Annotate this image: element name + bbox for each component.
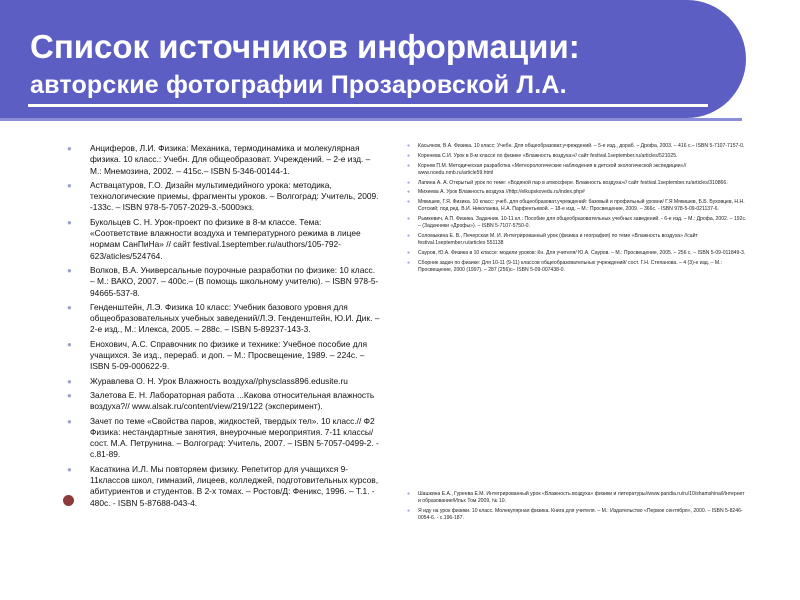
bullet-icon: ● [407,508,411,514]
bullet-icon: ● [407,199,411,206]
list-item [67,463,380,509]
list-item-text: Лапина А. А. Открытый урок по теме: «Водяной пар в атмосфере. Влажность воздуха»// сайт festival.1september.ru/articles/310866. [418,179,728,186]
bullet-icon: ● [67,464,72,474]
sources-list-left [67,143,380,512]
bullet-icon: ● [67,144,72,153]
list-item [67,143,380,177]
list-item-text: Аствацатуров, Г.О. Дизайн мультимедийного урока: методика, технологические приемы, фрагменты уроков. – Волгоград: Учитель, 2009. -133с. – ISBN 978-5-7057-2029-3.-5000экз. [90,179,379,213]
list-item-text: Михеева А. Урок Влажность воздуха //http://elkupskovedu.ru/index.php# [418,189,585,196]
list-item [407,216,748,230]
bullet-icon: ● [407,491,411,497]
list-item [407,162,748,177]
bullet-icon: ● [407,179,411,186]
list-item [407,189,748,196]
list-item-text: Я иду на урок физики. 10 класс. Молекулярная физика. Книга для учителя. – М.: Издательство «Первое сентября», 2000. – ISBN 5-8246-0054-6. - с.196-187. [418,508,743,522]
list-item-text: Генденштейн, Л.Э. Физика 10 класс: Учебник базового уровня для общеобразовательных учебных заведений/Л.Э. Генденштейн, Ю.И. Дик. – 2-е изд., М.: Илекса, 2005. – 288с. – ISBN 5-89237-143-3. [90,301,380,335]
list-item [407,233,748,247]
list-item [407,179,748,187]
slide-title: Список источников информации: [30,28,580,65]
list-item [407,491,748,505]
list-item [407,152,748,160]
bullet-icon: ● [67,180,72,190]
bullet-icon: ● [407,216,411,223]
list-item [67,179,380,214]
list-item-text: Касьянов, В.А. Физика. 10 класс: Учебн. Для общеобразоват.учреждений. – 5-е изд., дораб. – Дрофа, 2003. – 416 с.– ISBN 5-7107-7157-0. [418,143,745,149]
list-item-text: Касаткина И.Л. Мы повторяем физику. Репетитор для учащихся 9-11классов школ, гимназий, лицеев, колледжей, подготовительных курсов, абитуриентов и студентов. В 2-х томах. – Ростов/Д: Феникс, 1996. – Т.1. - 480с. - ISBN 5-87688-043-4. [90,463,379,508]
title-underline [28,104,708,107]
bullet-icon: ● [407,162,411,169]
list-item-text: Рымкевич, А.П. Физика. Задачник. 10-11 кл.: Пособие для общеобразовательных учебных заведений. - 6-е изд. – М.: Дрофа, 2002. – 192с. – (Задачники «Дрофы»). – ISBN 5-7107-5750-0. [418,216,747,230]
list-item-text: Журавлева О. Н. Урок Влажность воздуха//physclass896.edusite.ru [90,375,348,386]
list-item-text: Мякишев, Г.Я. Физика. 10 класс: учеб. для общеобразоват.учреждений: базовый и профильный уровни/ Г.Я Мякишев, Б.Б. Буховцев, Н.Н. Сотский; под ред. В.И. Николаева, Н.А. Парфентьевой. – 18-е изд. – М.: Просвещение, 2009. – 366с. - ISBN 978-5-09-021137-6. [418,199,745,213]
sources-list-right [407,143,748,277]
title-banner-shadow [0,118,742,121]
list-item-text: Зачет по теме «Свойства паров, жидкостей, твердых тел». 10 класс.// Ф2 Физика: нестандартные занятия, внеурочные мероприятия. 7-11 классы/сост. М.А. Петрунина. – Волгоград: Учитель, 2007. – ISBN 5-7057-0499-2. - с.81-89. [90,415,379,460]
bullet-icon: ● [407,189,411,196]
bullet-icon: ● [67,302,72,312]
bullet-icon: ● [407,259,411,266]
list-item-text: Шашкина Е.А., Гуреева Е.М. Интегрированный урок «Влажность воздуха» физики и литературы//www.pandia.ru/ru/10/shamshina/Интернет и образование/Ильх Том 2009, № 10. [418,491,745,505]
bullet-icon: ● [407,152,411,159]
list-item [67,338,380,373]
list-item [407,508,748,522]
list-item [67,389,380,413]
list-item [67,264,380,299]
list-item-text: Сауров, Ю.А. Физика в 10 классе: модели уроков: Кн. Для учителя/ Ю.А. Сауров. – М.: Просвещение, 2005. – 256 с. – ISBN 5-09-011849-3. [418,250,746,257]
sources-list-right-bottom [407,491,748,525]
list-item [407,259,748,274]
bullet-icon: ● [407,233,411,240]
list-item-text: Волков, В.А. Универсальные поурочные разработки по физике: 10 класс. – М.: ВАКО, 2007. – 400с.– (В помощь школьному учителю). – ISBN 978-5-94665-537-8. [90,264,379,298]
list-item-text: Залетова Е. Н. Лабораторная работа ...Какова относительная влажность воздуха?// www.alsak.ru/content/view/219/122 (эксперимент). [90,389,375,412]
list-item [67,216,380,262]
bullet-icon: ● [67,376,72,386]
list-item-text: Енохович, А.С. Справочник по физике и технике: Учебное пособие для учащихся. 3е изд., перераб. и доп. – М.: Просвещение, 1989. – 224с. – ISBN 5-09-000622-9. [90,338,368,372]
list-item-text: Коренева С.И. Урок в 8-м классе по физике «Влажность воздуха»// сайт festival.1september.ru/articles/521025. [418,152,678,159]
list-item-text: Анциферов, Л.И. Физика: Механика, термодинамика и молекулярная физика. 10 класс.: Учебн. Для общеобразоват. Учреждений. – 2-е изд. – М.: Мнемозина, 2002. – 415с.– ISBN 5-346-00144-1. [90,143,371,176]
list-item [407,143,748,150]
list-item [67,415,380,461]
list-item-text: Корнев П.М. Методическая разработка «Метеорологические наблюдения в детской экологической экспедиции»// www.noedu.nmb.ru/article59.html [418,162,687,176]
list-item-text: Сборник задач по физике: Для 10-11 (9-11) классов общеобразовательных учреждений/ сост. Г.Н. Степанова. – 4 (3)-е изд. – М.: Просвещение, 2000 (1997). – 287 (256)с– ISBN 5-09-007438-0. [418,259,722,274]
list-item [407,199,748,213]
list-item [67,375,380,387]
bullet-icon: ● [67,265,72,275]
list-item [407,250,748,257]
bullet-icon: ● [67,416,72,426]
bullet-icon: ● [407,143,411,149]
bullet-icon: ● [67,390,72,400]
list-item-text: Букольцев С. Н. Урок-проект по физике в 8-м классе. Тема: «Соответствие влажности воздуха и температурного режима в лицее нормам СанПиНа» // сайт festival.1september.ru/authors/105-792-623/aticles/524764. [90,216,361,261]
slide-bullet-icon [63,495,74,506]
list-item [67,301,380,336]
list-item-text: Соломыкина Е. В., Печерская М. И. Интегрированный урок (физика и география) по теме «Влажность воздуха» //сайт festival.1september.ru/articles 551138 [418,233,698,247]
slide-subtitle: авторские фотографии Прозаровской Л.А. [30,71,567,99]
bullet-icon: ● [407,250,411,257]
bullet-icon: ● [67,217,72,227]
bullet-icon: ● [67,339,72,349]
